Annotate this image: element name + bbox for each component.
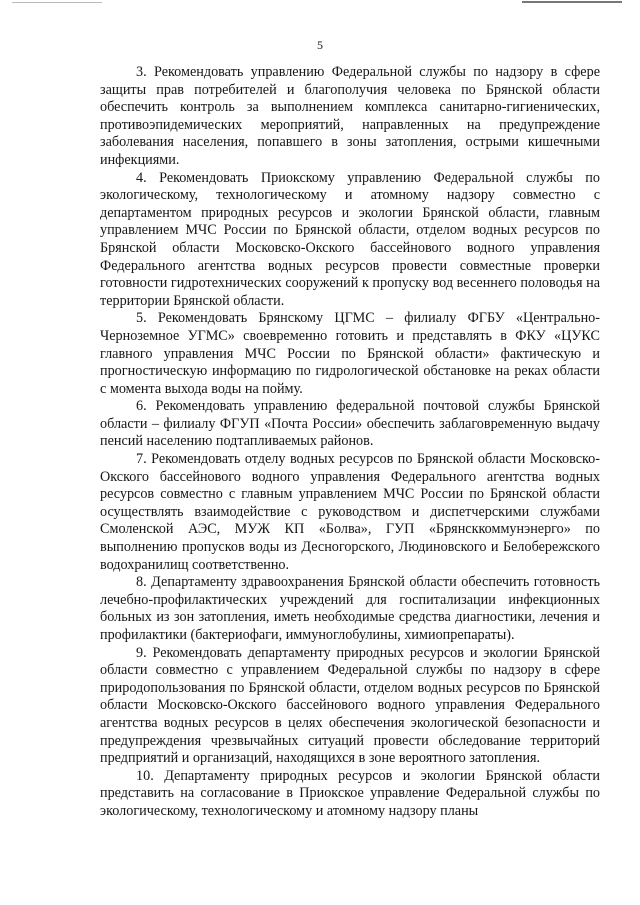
paragraph-item-6: 6. Рекомендовать управлению федеральной почтовой службы Брянской области – филиалу ФГУП «Почта России» обеспечить заблаговременную выдачу пенсий населению подтапливаемых районов. — [100, 398, 600, 450]
paragraph-item-3: 3. Рекомендовать управлению Федеральной службы по надзору в сфере защиты прав потребителей и благополучия человека по Брянской области обеспечить контроль за выполнением комплекса санитарно-гигиенических, противоэпидемических мероприятий, направленных на предупреждение заболевания населения, попавшего в зоны затопления, острыми кишечными инфекциями. — [100, 64, 600, 168]
scan-edge-mark — [522, 1, 622, 3]
paragraph-item-5: 5. Рекомендовать Брянскому ЦГМС – филиалу ФГБУ «Центрально-Черноземное УГМС» своевременно готовить и представлять в ФКУ «ЦУКС главного управления МЧС России по Брянской области» фактическую и прогностическую информацию по гидрологической обстановке на реках области с момента выхода воды на пойму. — [100, 310, 600, 397]
paragraph-item-8: 8. Департаменту здравоохранения Брянской области обеспечить готовность лечебно-профилактических учреждений для госпитализации инфекционных больных из зон затопления, иметь необходимые средства диагностики, лечения и профилактики (бактериофаги, иммуноглобулины, химиопрепараты). — [100, 574, 600, 643]
paragraph-item-9: 9. Рекомендовать департаменту природных ресурсов и экологии Брянской области совместно с управлением Федеральной службы по надзору в сфере природопользования по Брянской области, отделом водных ресурсов по Брянской области Московско-Окского бассейнового водного управления Федерального агентства водных ресурсов в целях обеспечения экологической безопасности и предупреждения чрезвычайных ситуаций провести обследование территорий предприятий и организаций, находящихся в зоне вероятного затопления. — [100, 644, 600, 767]
document-body — [100, 64, 600, 821]
paragraph-item-7: 7. Рекомендовать отделу водных ресурсов по Брянской области Московско-Окского бассейнового водного управления Федерального агентства водных ресурсов совместно с главным управлением МЧС России по Брянской области осуществлять взаимодействие с руководством и диспетчерскими службами Смоленской АЭС, МУЖ КП «Болва», ГУП «Брянсккоммунэнерго» по выполнению пропусков воды из Десногорского, Людиновского и Белобережского водохранилищ соответственно. — [100, 451, 600, 573]
page-number: 5 — [317, 38, 323, 52]
scan-edge-mark — [12, 2, 102, 3]
paragraph-item-4: 4. Рекомендовать Приокскому управлению Федеральной службы по экологическому, технологическому и атомному надзору совместно с департаментом природных ресурсов и экологии Брянской области, главным управлением МЧС России по Брянской области, отделом водных ресурсов по Брянской области Московско-Окского бассейнового водного управления Федерального агентства водных ресурсов провести совместные проверки готовности гидротехнических сооружений к пропуску вод весеннего половодья на территории Брянской области. — [100, 169, 600, 309]
paragraph-item-10: 10. Департаменту природных ресурсов и экологии Брянской области представить на согласование в Приокское управление Федеральной службы по экологическому, технологическому и атомному надзору планы — [100, 767, 600, 819]
